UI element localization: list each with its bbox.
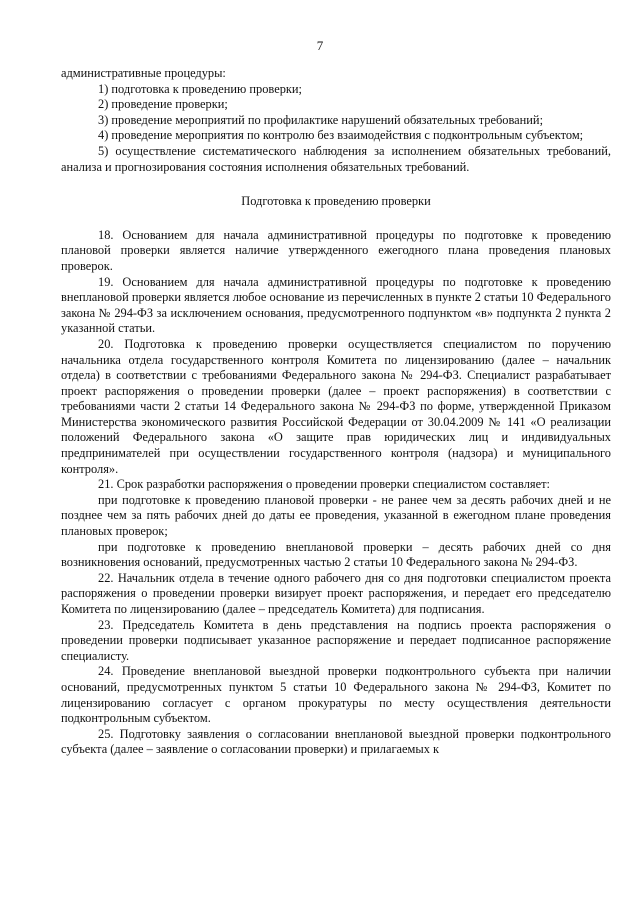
- intro-text: административные процедуры:: [61, 66, 226, 80]
- paragraph-23: 23. Председатель Комитета в день представления на подпись проекта распоряжения о проведении проверки подписывает указанное распоряжение и передает подписанное распоряжение специалисту.: [61, 617, 611, 663]
- procedure-item-1: 1) подготовка к проведению проверки;: [98, 81, 302, 96]
- paragraph-22: 22. Начальник отдела в течение одного рабочего дня со дня подготовки специалистом проекта распоряжения о проведении проверки визирует проект распоряжения, и передает его председателю Комитета по лицензированию (далее – председатель Комитета) для подписания.: [61, 570, 611, 616]
- paragraph-21-planned: при подготовке к проведению плановой проверки - не ранее чем за десять рабочих дней и не позднее чем за пять рабочих дней до даты ее проведения, указанной в ежегодном плане проведения плановых проверок;: [61, 492, 611, 539]
- procedure-item-2: 2) проведение проверки;: [98, 97, 228, 112]
- page-number: 7: [316, 38, 324, 53]
- paragraph-20: 20. Подготовка к проведению проверки осуществляется специалистом по поручению начальника отдела государственного контроля Комитета по лицензированию (далее – начальник отдела) в соответствии с требованиями Федерального закона № 294-ФЗ. Специалист разрабатывает проект распоряжения о проведении проверки (далее – проект распоряжения) в соответствии с требованиями части 2 статьи 14 Федерального закона № 294-ФЗ по форме, утвержденной Приказом Министерства экономического развития Российской Федерации от 30.04.2009 № 141 «О реализации положений Федерального закона «О защите прав юридических лиц и индивидуальных предпринимателей при осуществлении государственного контроля (надзора) и муниципального контроля».: [61, 336, 611, 476]
- paragraph-24: 24. Проведение внеплановой выездной проверки подконтрольного субъекта при наличии оснований, предусмотренных пунктом 5 статьи 10 Федерального закона № 294-ФЗ, Комитет по лицензированию согласует с органом прокуратуры по месту осуществления деятельности подконтрольным субъектом.: [61, 664, 611, 726]
- paragraph-19: 19. Основанием для начала административной процедуры по подготовке к проведению внеплановой проверки является любое основание из перечисленных в пункте 2 статьи 10 Федерального закона № 294-ФЗ за исключением основания, предусмотренного подпунктом «в» подпункта 2 пункта 2 указанной статьи.: [61, 274, 611, 336]
- procedure-item-5: 5) осуществление систематического наблюдения за исполнением обязательных требований, анализа и прогнозирования состояния исполнения обязательных требований.: [61, 143, 611, 174]
- procedure-item-3: 3) проведение мероприятий по профилактике нарушений обязательных требований;: [98, 112, 544, 127]
- paragraph-25: 25. Подготовку заявления о согласовании внеплановой выездной проверки подконтрольного субъекта (далее – заявление о согласовании проверки) и прилагаемых к: [61, 726, 611, 757]
- section-heading: Подготовка к проведению проверки: [241, 194, 431, 209]
- procedure-item-4: 4) проведение мероприятия по контролю без взаимодействия с подконтрольным субъектом;: [98, 128, 584, 143]
- paragraph-21: 21. Срок разработки распоряжения о проведении проверки специалистом составляет:: [98, 477, 550, 492]
- document-body: [61, 66, 611, 758]
- paragraph-18: 18. Основанием для начала административной процедуры по подготовке к проведению плановой проверки является наличие утвержденного ежегодного плана проведения плановых проверок.: [61, 227, 611, 273]
- paragraph-21-unplanned: при подготовке к проведению внеплановой проверки – десять рабочих дней со дня возникновения оснований, предусмотренных частью 2 статьи 10 Федерального закона № 294-ФЗ.: [61, 539, 611, 570]
